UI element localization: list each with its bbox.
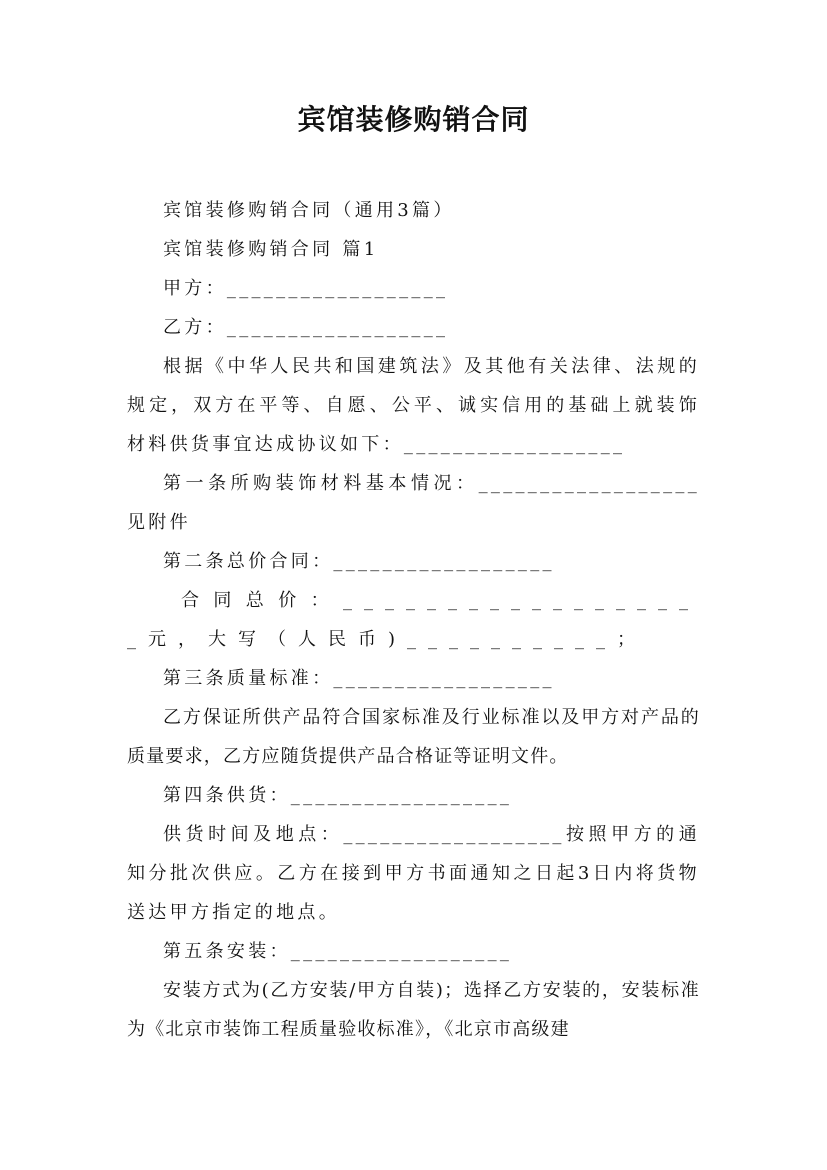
paragraph-article-2: 第二条总价合同：__________________ bbox=[163, 551, 555, 572]
paragraph-article-1: 第一条所购装饰材料基本情况：__________________见附件 bbox=[127, 473, 700, 533]
paragraph-party-a: 甲方：__________________ bbox=[163, 278, 449, 299]
paragraph-supply: 供货时间及地点：__________________按照甲方的通知分批次供应。乙方在接到甲方书面通知之日起3日内将货物送达甲方指定的地点。 bbox=[127, 824, 700, 923]
document-title: 宾馆装修购销合同 bbox=[297, 103, 530, 136]
paragraph-total-price: 合同总价：__________________元，大写（人民币)__________； bbox=[127, 590, 700, 650]
paragraph-installation: 安装方式为(乙方安装/甲方自装)；选择乙方安装的，安装标准为《北京市装饰工程质量验收标准》，《北京市高级建 bbox=[127, 980, 700, 1040]
paragraph-party-b: 乙方：__________________ bbox=[163, 317, 449, 338]
paragraph-section-heading: 宾馆装修购销合同 篇1 bbox=[163, 239, 379, 260]
paragraph-quality: 乙方保证所供产品符合国家标准及行业标准以及甲方对产品的质量要求，乙方应随货提供产品合格证等证明文件。 bbox=[127, 707, 700, 767]
paragraph-article-4: 第四条供货：__________________ bbox=[163, 785, 513, 806]
paragraph-article-5: 第五条安装：__________________ bbox=[163, 941, 513, 962]
paragraph-preamble: 根据《中华人民共和国建筑法》及其他有关法律、法规的规定，双方在平等、自愿、公平、诚实信用的基础上就装饰材料供货事宜达成协议如下：__________________ bbox=[127, 356, 700, 455]
paragraph-subtitle: 宾馆装修购销合同（通用3篇） bbox=[163, 200, 455, 221]
document-body bbox=[127, 191, 700, 1049]
paragraph-article-3: 第三条质量标准：__________________ bbox=[163, 668, 555, 689]
